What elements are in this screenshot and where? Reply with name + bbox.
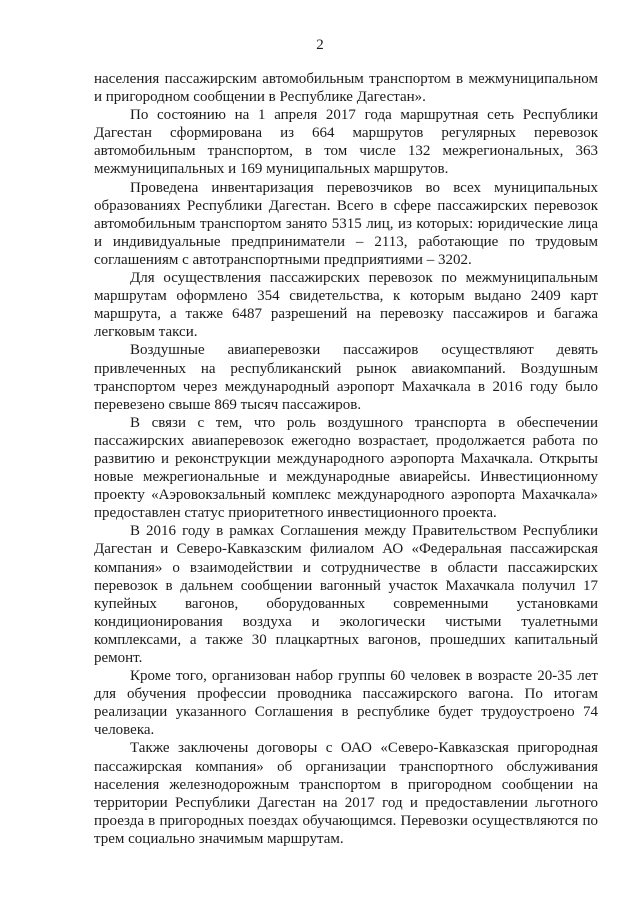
paragraph-intermunicipal-permits: Для осуществления пассажирских перевозок по межмуниципальным маршрутам оформлено 354 свидетельства, к которым выдано 2409 карт маршрута, а также 6487 разрешений на перевозку пассажиров и багажа легковым такси. xyxy=(94,270,598,341)
paragraph-air-transport: Воздушные авиаперевозки пассажиров осуществляют девять привлеченных на республиканский рынок авиакомпаний. Воздушным транспортом через международный аэропорт Махачкала в 2016 году было перевезено свыше 869 тысяч пассажиров. xyxy=(94,342,598,413)
paragraph-airport-development: В связи с тем, что роль воздушного транспорта в обеспечении пассажирских авиаперевозок ежегодно возрастает, продолжается работа по развитию и реконструкции международного аэропорта Махачкала. Открыты новые межрегиональные и международные авиарейсы. Инвестиционному проекту «Аэровокзальный комплекс международного аэропорта Махачкала» предоставлен статус приоритетного инвестиционного проекта. xyxy=(94,414,598,522)
paragraph-suburban-contracts: Также заключены договоры с ОАО «Северо-Кавказская пригородная пассажирская компания» об организации транспортного обслуживания населения железнодорожным транспортом в пригородном сообщении на территории Республики Дагестан на 2017 год и предоставлении льготного проезда в пригородных поездах обучающимся. Перевозки осуществляются по трем социально значимым маршрутам. xyxy=(94,740,598,847)
document-body xyxy=(94,70,598,848)
paragraph-conductor-training: Кроме того, организован набор группы 60 человек в возрасте 20-35 лет для обучения профессии проводника пассажирского вагона. По итогам реализации указанного Соглашения в республике будет трудоустроено 74 человека. xyxy=(94,668,598,739)
paragraph-rail-agreement: В 2016 году в рамках Соглашения между Правительством Республики Дагестан и Северо-Кавказским филиалом АО «Федеральная пассажирская компания» о взаимодействии и сотрудничестве в области пассажирских перевозок в дальнем сообщении вагонный участок Махачкала получил 17 купейных вагонов, оборудованных современными установками кондиционирования воздуха и экологически чистыми туалетными комплексами, а также 30 плацкартных вагонов, прошедших капитальный ремонт. xyxy=(94,523,598,666)
page-number: 2 xyxy=(316,37,324,53)
paragraph-continuation: населения пассажирским автомобильным транспортом в межмуниципальном и пригородном сообщении в Республике Дагестан». xyxy=(94,71,598,106)
paragraph-carrier-inventory: Проведена инвентаризация перевозчиков во всех муниципальных образованиях Республики Дагестан. Всего в сфере пассажирских перевозок автомобильным транспортом занято 5315 лиц, из которых: юридические лица и индивидуальные предприниматели – 2113, работающие по трудовым соглашениям с автотранспортными предприятиями – 3202. xyxy=(94,179,598,268)
paragraph-route-network: По состоянию на 1 апреля 2017 года маршрутная сеть Республики Дагестан сформирована из 664 маршрутов регулярных перевозок автомобильным транспортом, в том числе 132 межрегиональных, 363 межмуниципальных и 169 муниципальных маршрутов. xyxy=(94,107,598,178)
